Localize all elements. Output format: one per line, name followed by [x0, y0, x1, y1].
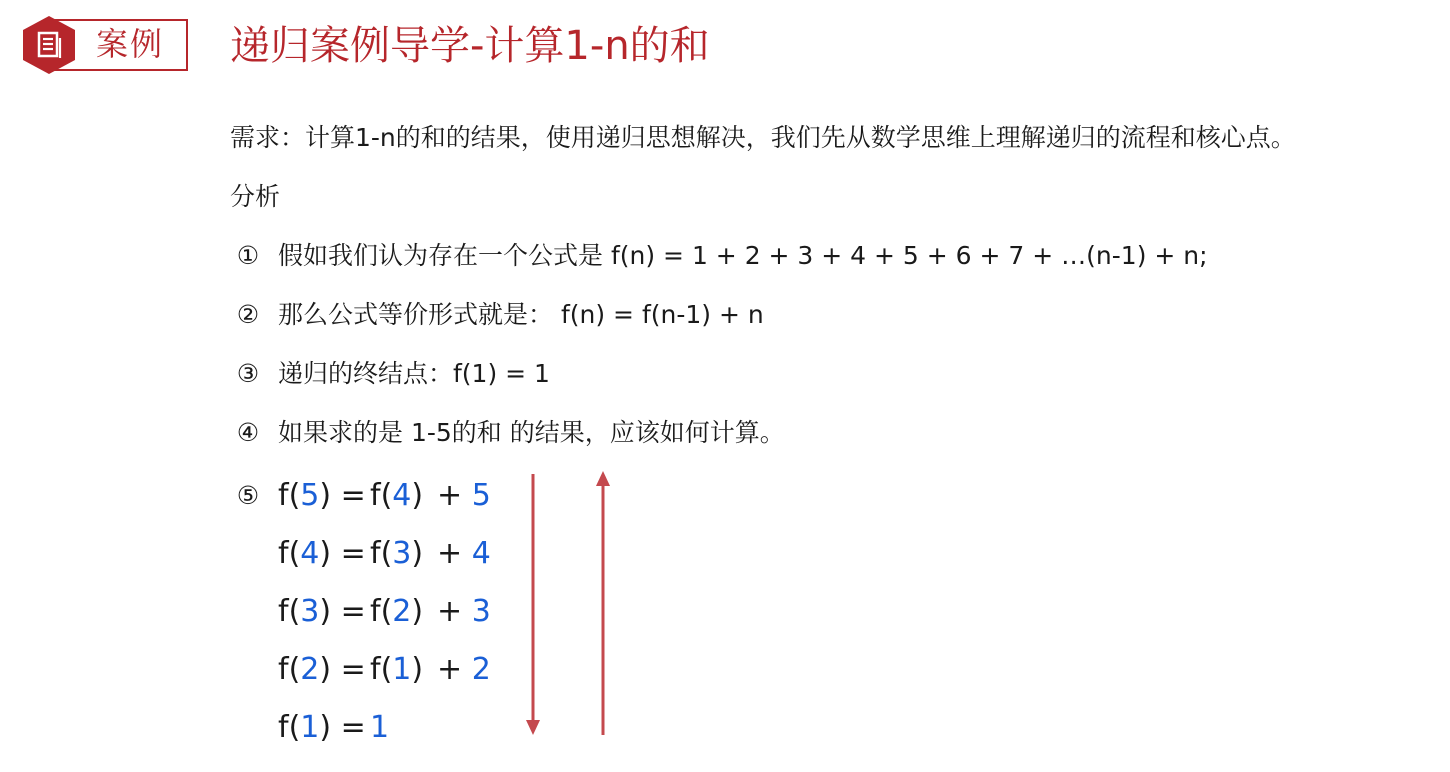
eq-add: 3	[471, 594, 491, 629]
eq-plus: +	[437, 594, 463, 629]
eq-arg: 4	[300, 536, 320, 571]
badge-label: 案例	[96, 25, 165, 63]
eq-base-value: 1	[370, 710, 390, 745]
equation-row: f(2) = f(1) + 2	[278, 650, 491, 690]
item-text: 假如我们认为存在一个公式是 f(n) = 1 + 2 + 3 + 4 + 5 + 6 + 7 + …(n-1) + n;	[278, 241, 1208, 270]
eq-arg: 3	[300, 594, 320, 629]
item-text: 那么公式等价形式就是： f(n) = f(n-1) + n	[278, 300, 764, 329]
eq-add: 2	[471, 652, 491, 687]
eq-plus: +	[437, 478, 463, 513]
item-marker: ①	[236, 241, 260, 270]
item-marker: ④	[236, 418, 260, 447]
equation-row: f(4) = f(3) + 4	[278, 534, 491, 574]
item-marker: ⑤	[236, 481, 260, 510]
item-text: 递归的终结点：f(1) = 1	[278, 359, 550, 388]
eq-rec-arg: 1	[392, 652, 412, 687]
equation-row: f(3) = f(2) + 3	[278, 592, 491, 632]
eq-arg: 2	[300, 652, 320, 687]
analysis-heading: 分析	[230, 182, 281, 211]
requirement-text: 需求：计算1-n的和的结果，使用递归思想解决，我们先从数学思维上理解递归的流程和核心点。	[230, 123, 1296, 152]
arrow-up-icon	[596, 471, 610, 735]
equation-row: f(5) = f(4) + 5	[278, 476, 491, 516]
eq-plus: +	[437, 652, 463, 687]
eq-arg: 1	[300, 710, 320, 745]
item-text: 如果求的是 1-5的和 的结果，应该如何计算。	[278, 418, 785, 447]
page-title: 递归案例导学-计算1-n的和	[230, 23, 710, 69]
item-marker: ③	[236, 359, 260, 388]
eq-plus: +	[437, 536, 463, 571]
eq-rec-arg: 4	[392, 478, 412, 513]
eq-add: 5	[471, 478, 491, 513]
document-icon	[20, 14, 78, 76]
arrow-down-icon	[526, 474, 540, 735]
eq-rec-arg: 3	[392, 536, 412, 571]
eq-add: 4	[471, 536, 491, 571]
eq-arg: 5	[300, 478, 320, 513]
eq-rec-arg: 2	[392, 594, 412, 629]
equation-row: f(1) = 1	[278, 708, 389, 748]
item-marker: ②	[236, 300, 260, 329]
case-badge	[20, 14, 188, 72]
